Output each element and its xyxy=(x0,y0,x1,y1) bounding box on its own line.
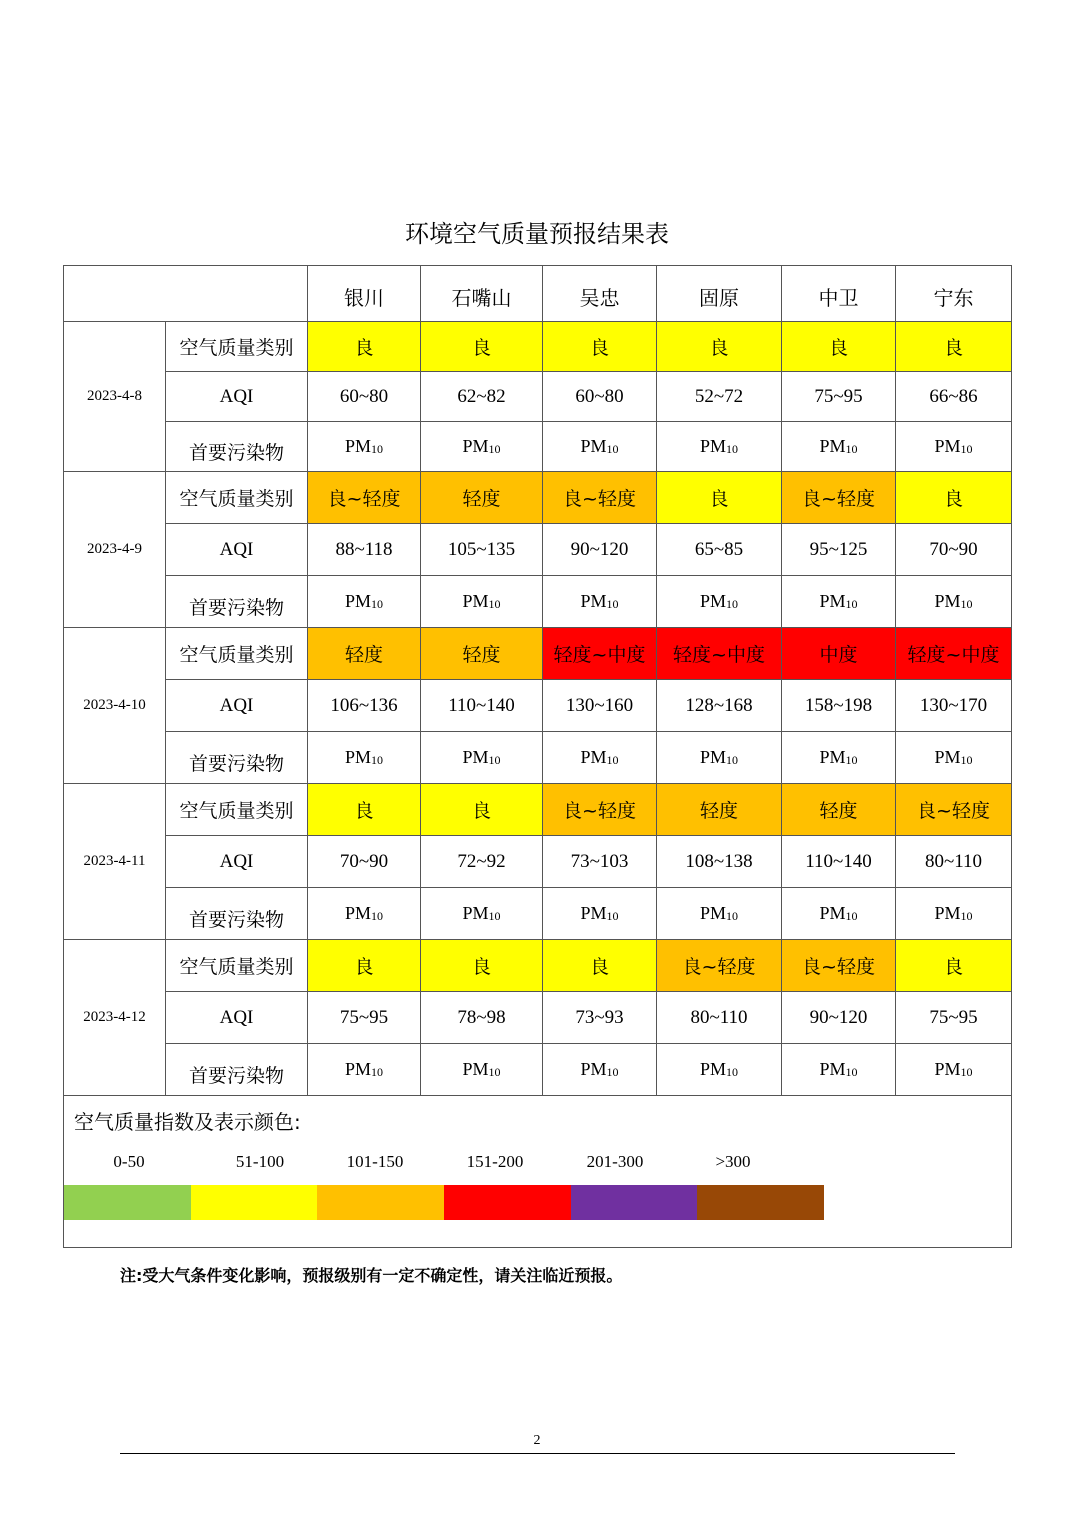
pollutant-subscript: 10 xyxy=(371,909,383,923)
category-row xyxy=(64,472,1012,524)
pollutant-cell xyxy=(308,888,421,940)
pollutant-cell xyxy=(782,732,896,784)
pollutant-subscript: 10 xyxy=(845,909,858,923)
pollutant-cell xyxy=(543,422,657,472)
pollutant-main: PM xyxy=(699,747,726,767)
city-header: 中卫 xyxy=(782,266,896,322)
pollutant-main: PM xyxy=(344,747,371,767)
date-cell: 2023-4-9 xyxy=(64,472,166,628)
category-cell: 良~轻度 xyxy=(896,784,1012,836)
aqi-cell: 75~95 xyxy=(782,372,896,422)
pollutant-subscript: 10 xyxy=(606,442,619,456)
category-cell: 良 xyxy=(543,322,657,372)
legend-color-swatch xyxy=(444,1185,571,1220)
category-cell: 轻度 xyxy=(308,628,421,680)
row-label-category: 空气质量类别 xyxy=(166,628,308,680)
aqi-cell: 130~170 xyxy=(896,680,1012,732)
pollutant-subscript: 10 xyxy=(488,597,501,611)
aqi-cell: 72~92 xyxy=(421,836,543,888)
pollutant-subscript: 10 xyxy=(371,442,383,456)
header-blank-cell xyxy=(64,266,308,322)
pollutant-subscript: 10 xyxy=(371,597,383,611)
pollutant-cell xyxy=(782,576,896,628)
pollutant-cell xyxy=(657,732,782,784)
aqi-row xyxy=(64,992,1012,1044)
pollutant-main: PM xyxy=(580,747,607,767)
legend-range-label: 0-50 xyxy=(113,1152,145,1171)
aqi-cell: 73~103 xyxy=(543,836,657,888)
city-header: 固原 xyxy=(657,266,782,322)
pollutant-cell xyxy=(782,1044,896,1096)
pollutant-row xyxy=(64,1044,1012,1096)
pollutant-subscript: 10 xyxy=(606,753,619,767)
pollutant-main: PM xyxy=(699,591,726,611)
pollutant-cell xyxy=(421,732,543,784)
legend-color-swatch xyxy=(697,1185,824,1220)
pollutant-cell xyxy=(421,422,543,472)
row-label-aqi: AQI xyxy=(166,524,308,576)
pollutant-cell xyxy=(543,576,657,628)
legend-range-label: 51-100 xyxy=(235,1152,285,1171)
category-cell: 良~轻度 xyxy=(782,472,896,524)
aqi-cell: 60~80 xyxy=(543,372,657,422)
pollutant-cell xyxy=(896,888,1012,940)
row-label-aqi: AQI xyxy=(166,836,308,888)
legend-range-label: 151-200 xyxy=(466,1152,524,1171)
aqi-cell: 80~110 xyxy=(657,992,782,1044)
pollutant-cell xyxy=(308,1044,421,1096)
legend-title: 空气质量指数及表示颜色: xyxy=(74,1110,301,1134)
category-cell: 良 xyxy=(421,940,543,992)
pollutant-cell xyxy=(896,576,1012,628)
pollutant-main: PM xyxy=(462,1059,489,1079)
row-label-category: 空气质量类别 xyxy=(166,322,308,372)
pollutant-row xyxy=(64,576,1012,628)
pollutant-subscript: 10 xyxy=(371,753,383,767)
aqi-cell: 70~90 xyxy=(308,836,421,888)
pollutant-subscript: 10 xyxy=(726,597,738,611)
aqi-cell: 128~168 xyxy=(657,680,782,732)
pollutant-main: PM xyxy=(819,436,846,456)
pollutant-subscript: 10 xyxy=(488,1065,501,1079)
pollutant-cell xyxy=(782,422,896,472)
category-cell: 轻度 xyxy=(657,784,782,836)
pollutant-subscript: 10 xyxy=(726,442,738,456)
pollutant-main: PM xyxy=(344,591,371,611)
category-cell: 良~轻度 xyxy=(543,784,657,836)
pollutant-main: PM xyxy=(934,436,961,456)
category-row xyxy=(64,322,1012,372)
pollutant-main: PM xyxy=(934,591,961,611)
category-row xyxy=(64,784,1012,836)
forecast-table xyxy=(63,265,1012,1248)
pollutant-row xyxy=(64,888,1012,940)
aqi-cell: 70~90 xyxy=(896,524,1012,576)
page-number: 2 xyxy=(533,1433,541,1448)
row-label-category: 空气质量类别 xyxy=(166,784,308,836)
category-cell: 良 xyxy=(657,472,782,524)
pollutant-subscript: 10 xyxy=(845,1065,858,1079)
aqi-cell: 108~138 xyxy=(657,836,782,888)
pollutant-main: PM xyxy=(462,436,489,456)
pollutant-cell xyxy=(308,732,421,784)
pollutant-subscript: 10 xyxy=(960,909,973,923)
row-label-aqi: AQI xyxy=(166,680,308,732)
pollutant-row xyxy=(64,732,1012,784)
aqi-row xyxy=(64,372,1012,422)
row-label-pollutant: 首要污染物 xyxy=(166,422,308,472)
category-cell: 良 xyxy=(657,322,782,372)
city-header: 宁东 xyxy=(896,266,1012,322)
pollutant-subscript: 10 xyxy=(845,442,858,456)
pollutant-subscript: 10 xyxy=(726,753,738,767)
row-label-aqi: AQI xyxy=(166,992,308,1044)
pollutant-subscript: 10 xyxy=(488,442,501,456)
pollutant-subscript: 10 xyxy=(606,909,619,923)
aqi-cell: 110~140 xyxy=(421,680,543,732)
legend-color-swatch xyxy=(191,1185,318,1220)
category-cell: 良 xyxy=(896,940,1012,992)
category-row xyxy=(64,940,1012,992)
category-cell: 中度 xyxy=(782,628,896,680)
aqi-cell: 80~110 xyxy=(896,836,1012,888)
pollutant-main: PM xyxy=(699,436,726,456)
pollutant-cell xyxy=(896,1044,1012,1096)
aqi-cell: 78~98 xyxy=(421,992,543,1044)
row-label-aqi: AQI xyxy=(166,372,308,422)
aqi-cell: 75~95 xyxy=(896,992,1012,1044)
pollutant-cell xyxy=(308,422,421,472)
aqi-cell: 60~80 xyxy=(308,372,421,422)
legend-color-swatch xyxy=(571,1185,698,1220)
date-cell: 2023-4-11 xyxy=(64,784,166,940)
pollutant-main: PM xyxy=(934,903,961,923)
category-cell: 轻度~中度 xyxy=(657,628,782,680)
pollutant-cell xyxy=(543,732,657,784)
date-cell: 2023-4-8 xyxy=(64,322,166,472)
pollutant-main: PM xyxy=(819,1059,846,1079)
legend-range-label: 201-300 xyxy=(586,1152,644,1171)
category-cell: 良~轻度 xyxy=(308,472,421,524)
city-header: 吴忠 xyxy=(543,266,657,322)
legend-color-swatch xyxy=(317,1185,444,1220)
row-label-pollutant: 首要污染物 xyxy=(166,576,308,628)
pollutant-main: PM xyxy=(934,1059,961,1079)
pollutant-main: PM xyxy=(699,903,726,923)
category-cell: 轻度 xyxy=(782,784,896,836)
pollutant-main: PM xyxy=(580,591,607,611)
row-label-pollutant: 首要污染物 xyxy=(166,732,308,784)
category-cell: 良 xyxy=(421,322,543,372)
pollutant-subscript: 10 xyxy=(845,753,858,767)
pollutant-subscript: 10 xyxy=(960,753,973,767)
pollutant-subscript: 10 xyxy=(606,597,619,611)
aqi-cell: 75~95 xyxy=(308,992,421,1044)
pollutant-cell xyxy=(657,888,782,940)
legend-ranges xyxy=(64,1152,864,1172)
footer-rule xyxy=(120,1453,955,1454)
legend-color-swatch xyxy=(64,1185,191,1220)
pollutant-main: PM xyxy=(462,903,489,923)
category-cell: 轻度~中度 xyxy=(896,628,1012,680)
pollutant-subscript: 10 xyxy=(960,442,973,456)
city-header: 银川 xyxy=(308,266,421,322)
pollutant-cell xyxy=(543,888,657,940)
category-cell: 良 xyxy=(308,784,421,836)
aqi-cell: 158~198 xyxy=(782,680,896,732)
aqi-cell: 90~120 xyxy=(782,992,896,1044)
aqi-legend xyxy=(64,1096,1012,1248)
aqi-row xyxy=(64,680,1012,732)
pollutant-subscript: 10 xyxy=(371,1065,383,1079)
header-row xyxy=(64,266,1012,322)
pollutant-main: PM xyxy=(819,747,846,767)
pollutant-main: PM xyxy=(462,591,489,611)
aqi-cell: 65~85 xyxy=(657,524,782,576)
date-cell: 2023-4-12 xyxy=(64,940,166,1096)
aqi-cell: 130~160 xyxy=(543,680,657,732)
pollutant-cell xyxy=(657,1044,782,1096)
category-cell: 良~轻度 xyxy=(782,940,896,992)
legend-range-label: >300 xyxy=(715,1152,751,1171)
pollutant-main: PM xyxy=(934,747,961,767)
category-cell: 良 xyxy=(421,784,543,836)
category-cell: 良 xyxy=(896,322,1012,372)
aqi-cell: 106~136 xyxy=(308,680,421,732)
row-label-category: 空气质量类别 xyxy=(166,940,308,992)
pollutant-cell xyxy=(308,576,421,628)
pollutant-main: PM xyxy=(699,1059,726,1079)
aqi-cell: 95~125 xyxy=(782,524,896,576)
pollutant-cell xyxy=(657,422,782,472)
date-cell: 2023-4-10 xyxy=(64,628,166,784)
legend-color-bar xyxy=(64,1185,824,1220)
pollutant-main: PM xyxy=(462,747,489,767)
category-cell: 良~轻度 xyxy=(657,940,782,992)
pollutant-cell xyxy=(421,888,543,940)
category-cell: 良 xyxy=(308,940,421,992)
aqi-cell: 66~86 xyxy=(896,372,1012,422)
category-cell: 良~轻度 xyxy=(543,472,657,524)
pollutant-subscript: 10 xyxy=(488,753,501,767)
aqi-cell: 105~135 xyxy=(421,524,543,576)
category-cell: 轻度 xyxy=(421,628,543,680)
pollutant-row xyxy=(64,422,1012,472)
pollutant-main: PM xyxy=(580,436,607,456)
aqi-cell: 52~72 xyxy=(657,372,782,422)
pollutant-main: PM xyxy=(819,903,846,923)
pollutant-cell xyxy=(421,1044,543,1096)
category-cell: 良 xyxy=(782,322,896,372)
aqi-cell: 110~140 xyxy=(782,836,896,888)
pollutant-cell xyxy=(657,576,782,628)
legend-range-label: 101-150 xyxy=(346,1152,404,1171)
row-label-pollutant: 首要污染物 xyxy=(166,888,308,940)
pollutant-subscript: 10 xyxy=(488,909,501,923)
pollutant-main: PM xyxy=(344,1059,371,1079)
pollutant-main: PM xyxy=(344,903,371,923)
aqi-cell: 62~82 xyxy=(421,372,543,422)
aqi-cell: 73~93 xyxy=(543,992,657,1044)
page-title: 环境空气质量预报结果表 xyxy=(405,220,669,248)
pollutant-subscript: 10 xyxy=(726,1065,738,1079)
pollutant-subscript: 10 xyxy=(606,1065,619,1079)
category-cell: 良 xyxy=(308,322,421,372)
pollutant-subscript: 10 xyxy=(960,1065,973,1079)
aqi-cell: 90~120 xyxy=(543,524,657,576)
pollutant-cell xyxy=(896,422,1012,472)
pollutant-main: PM xyxy=(344,436,371,456)
pollutant-main: PM xyxy=(819,591,846,611)
aqi-row xyxy=(64,524,1012,576)
pollutant-main: PM xyxy=(580,1059,607,1079)
pollutant-cell xyxy=(543,1044,657,1096)
category-cell: 轻度~中度 xyxy=(543,628,657,680)
category-row xyxy=(64,628,1012,680)
pollutant-subscript: 10 xyxy=(845,597,858,611)
pollutant-cell xyxy=(896,732,1012,784)
category-cell: 良 xyxy=(896,472,1012,524)
category-cell: 良 xyxy=(543,940,657,992)
pollutant-main: PM xyxy=(580,903,607,923)
pollutant-subscript: 10 xyxy=(726,909,738,923)
disclaimer-note: 注:受大气条件变化影响，预报级别有一定不确定性，请关注临近预报。 xyxy=(120,1266,623,1285)
row-label-category: 空气质量类别 xyxy=(166,472,308,524)
row-label-pollutant: 首要污染物 xyxy=(166,1044,308,1096)
pollutant-cell xyxy=(421,576,543,628)
pollutant-cell xyxy=(782,888,896,940)
aqi-cell: 88~118 xyxy=(308,524,421,576)
aqi-row xyxy=(64,836,1012,888)
city-header: 石嘴山 xyxy=(421,266,543,322)
pollutant-subscript: 10 xyxy=(960,597,973,611)
category-cell: 轻度 xyxy=(421,472,543,524)
